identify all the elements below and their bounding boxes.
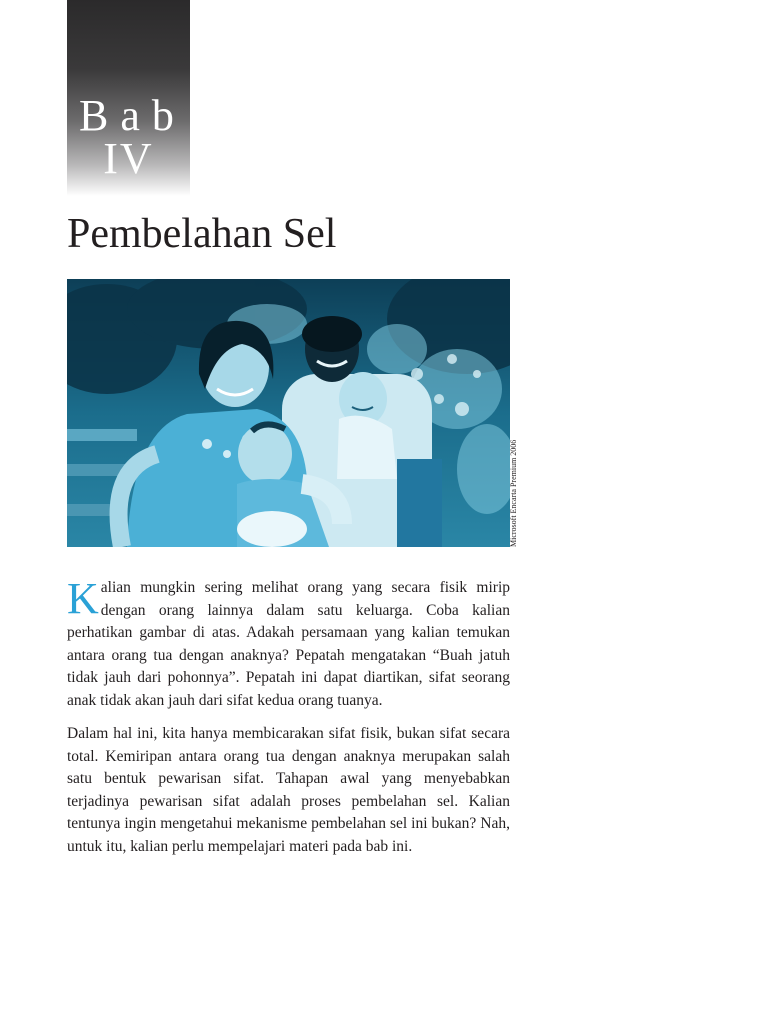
chapter-number: IV (103, 134, 154, 183)
page-title: Pembelahan Sel (67, 211, 337, 257)
intro-paragraph-text: alian mungkin sering melihat orang yang secara fisik mirip dengan orang lainnya dalam satu keluarga. Coba kalian perhatikan gambar di atas. Adakah persamaan yang kalian temukan antara orang tua dengan anaknya? Pepatah mengatakan “Buah jatuh tidak jauh dari pohonnya”. Pepatah ini dapat diartikan, sifat seorang anak tidak akan jauh dari sifat kedua orang tuanya. (67, 579, 510, 709)
family-photo (67, 279, 510, 547)
second-paragraph: Dalam hal ini, kita hanya membicarakan sifat fisik, bukan sifat secara total. Kemiripan antara orang tua dengan anaknya merupakan salah satu bentuk pewarisan sifat. Tahapan awal yang menyebabkan terjadinya pewarisan sifat adalah proses pembelahan sel. Kalian tentunya ingin mengetahui mekanisme pembelahan sel ini bukan? Nah, untuk itu, kalian perlu mempelajari materi pada bab ini. (67, 725, 510, 855)
chapter-tab (67, 0, 190, 196)
drop-cap: K (67, 574, 99, 623)
intro-paragraph (67, 574, 510, 712)
photo-credit: Microsoft Encarta Premium 2006 (509, 439, 518, 547)
chapter-word: Bab (79, 91, 186, 140)
